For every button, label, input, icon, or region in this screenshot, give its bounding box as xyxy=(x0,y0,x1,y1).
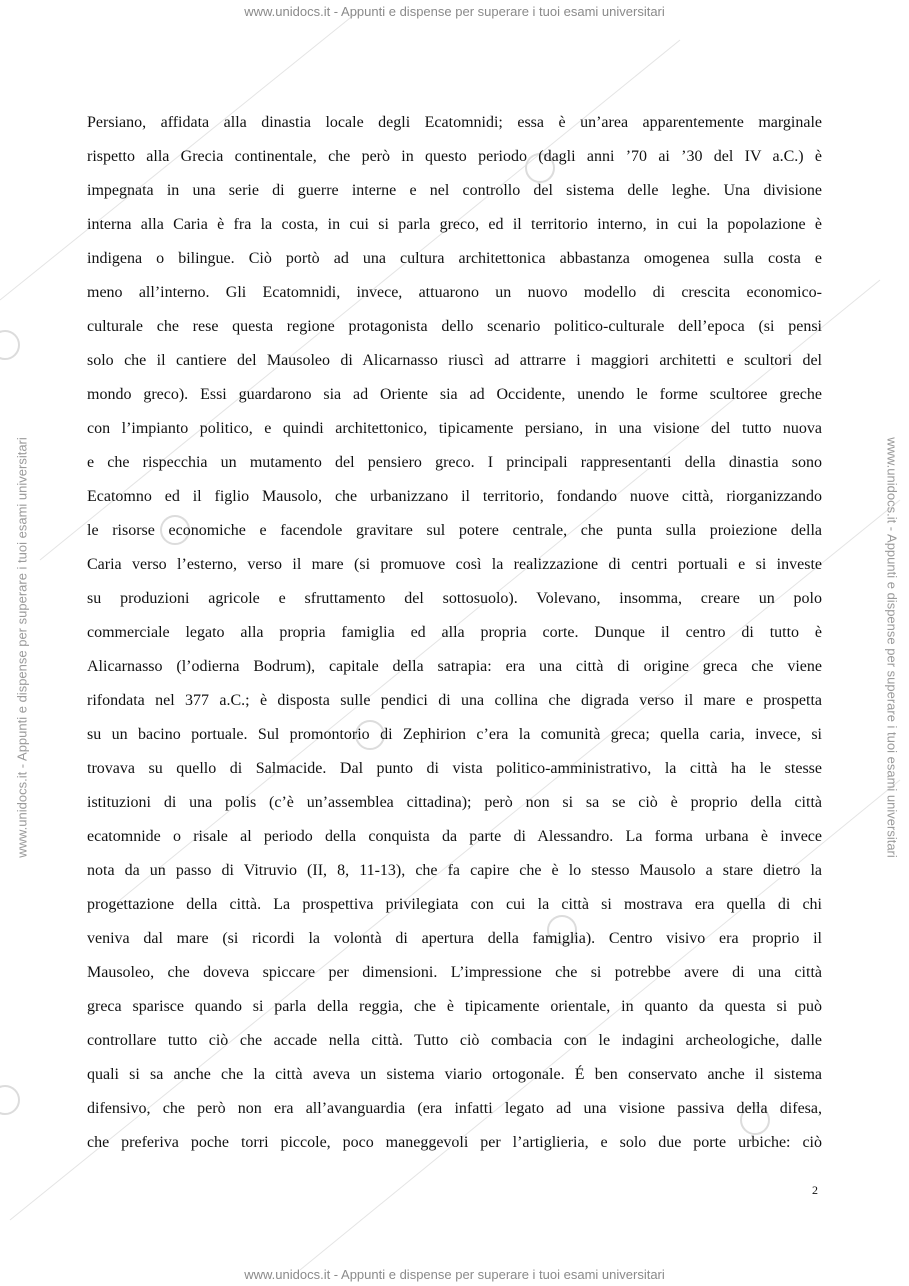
text-line: difensivo, che però non era all’avanguardia (era infatti legato ad una visione passiva della difesa, xyxy=(87,1100,822,1117)
text-line: con l’impianto politico, e quindi architettonico, tipicamente persiano, in una visione del tutto nuova xyxy=(87,420,822,437)
watermark-left-side: www.unidocs.it - Appunti e dispense per superare i tuoi esami universitari xyxy=(14,437,30,858)
text-line: meno all’interno. Gli Ecatomnidi, invece, attuarono un nuovo modello di crescita economico- xyxy=(87,284,822,301)
text-line: commerciale legato alla propria famiglia ed alla propria corte. Dunque il centro di tutto è xyxy=(87,624,822,641)
text-line: rispetto alla Grecia continentale, che però in questo periodo (dagli anni ’70 ai ’30 del IV a.C.) è xyxy=(87,148,822,165)
text-line: che preferiva poche torri piccole, poco maneggevoli per l’artiglieria, e solo due porte urbiche: ciò xyxy=(87,1134,822,1151)
document-body xyxy=(87,106,822,1160)
text-line: trovava su quello di Salmacide. Dal punto di vista politico-amministrativo, la città ha le stesse xyxy=(87,760,822,777)
text-line: istituzioni di una polis (c’è un’assemblea cittadina); però non si sa se ciò è proprio della città xyxy=(87,794,822,811)
text-line: Caria verso l’esterno, verso il mare (si promuove così la realizzazione di centri portuali e si investe xyxy=(87,556,822,573)
text-line: su un bacino portuale. Sul promontorio di Zephirion c’era la comunità greca; quella caria, invece, si xyxy=(87,726,822,743)
text-line: nota da un passo di Vitruvio (II, 8, 11-13), che fa capire che è lo stesso Mausolo a stare dietro la xyxy=(87,862,822,879)
text-line: Persiano, affidata alla dinastia locale degli Ecatomnidi; essa è un’area apparentemente marginale xyxy=(87,114,822,131)
text-line: Ecatomno ed il figlio Mausolo, che urbanizzano il territorio, fondando nuove città, riorganizzando xyxy=(87,488,822,505)
text-line: culturale che rese questa regione protagonista dello scenario politico-culturale dell’epoca (si pensi xyxy=(87,318,822,335)
text-line: interna alla Caria è fra la costa, in cui si parla greco, ed il territorio interno, in cui la popolazione è xyxy=(87,216,822,233)
text-line: le risorse economiche e facendole gravitare sul potere centrale, che punta sulla proiezione della xyxy=(87,522,822,539)
text-line: mondo greco). Essi guardarono sia ad Oriente sia ad Occidente, unendo le forme scultoree greche xyxy=(87,386,822,403)
text-line: progettazione della città. La prospettiva privilegiata con cui la città si mostrava era quella di chi xyxy=(87,896,822,913)
text-line: veniva dal mare (si ricordi la volontà di apertura della famiglia). Centro visivo era proprio il xyxy=(87,930,822,947)
text-line: Alicarnasso (l’odierna Bodrum), capitale della satrapia: era una città di origine greca che viene xyxy=(87,658,822,675)
page-number: 2 xyxy=(812,1183,818,1197)
watermark-footer: www.unidocs.it - Appunti e dispense per superare i tuoi esami universitari xyxy=(244,1267,665,1282)
text-line: impegnata in una serie di guerre interne e nel controllo del sistema delle leghe. Una divisione xyxy=(87,182,822,199)
text-line: Mausoleo, che doveva spiccare per dimensioni. L’impressione che si potrebbe avere di una città xyxy=(87,964,822,981)
text-line: su produzioni agricole e sfruttamento del sottosuolo). Volevano, insomma, creare un polo xyxy=(87,590,822,607)
text-line: solo che il cantiere del Mausoleo di Alicarnasso riuscì ad attrarre i maggiori architetti e scultori del xyxy=(87,352,822,369)
watermark-right-side: www.unidocs.it - Appunti e dispense per superare i tuoi esami universitari xyxy=(884,437,900,858)
text-line: indigena o bilingue. Ciò portò ad una cultura architettonica abbastanza omogenea sulla costa e xyxy=(87,250,822,267)
watermark-header: www.unidocs.it - Appunti e dispense per superare i tuoi esami universitari xyxy=(244,4,665,19)
text-line: ecatomnide o risale al periodo della conquista da parte di Alessandro. La forma urbana è invece xyxy=(87,828,822,845)
text-line: e che rispecchia un mutamento del pensiero greco. I principali rappresentanti della dinastia sono xyxy=(87,454,822,471)
text-line: greca sparisce quando si parla della reggia, che è tipicamente orientale, in quanto da questa si può xyxy=(87,998,822,1015)
text-line: quali si sa anche che la città aveva un sistema viario ortogonale. É ben conservato anche il sistema xyxy=(87,1066,822,1083)
text-line: controllare tutto ciò che accade nella città. Tutto ciò combacia con le indagini archeologiche, dalle xyxy=(87,1032,822,1049)
text-line: rifondata nel 377 a.C.; è disposta sulle pendici di una collina che digrada verso il mare e prospetta xyxy=(87,692,822,709)
